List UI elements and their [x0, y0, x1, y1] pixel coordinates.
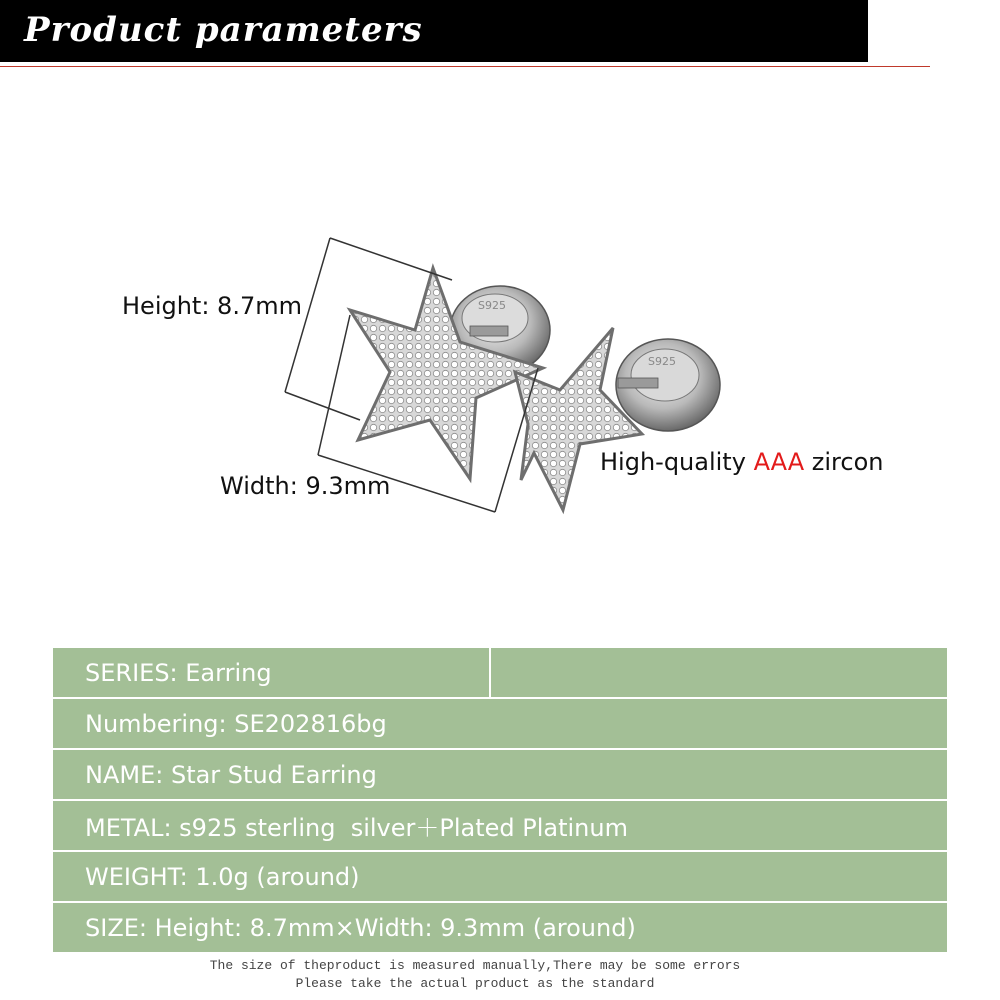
stamp-text: S925: [478, 299, 506, 312]
page-title: Product parameters: [24, 10, 423, 50]
width-label: Width: 9.3mm: [220, 472, 391, 500]
param-row-series: [53, 648, 947, 697]
param-row-numbering: [53, 699, 947, 748]
earring-back-right: [616, 339, 720, 431]
footnote-line-2: Please take the actual product as the standard: [295, 976, 655, 991]
row-divider: [489, 648, 491, 697]
zircon-suffix: zircon: [804, 448, 884, 476]
param-row-metal: [53, 801, 947, 850]
height-label: Height: 8.7mm: [122, 292, 302, 320]
zircon-label: [600, 448, 883, 476]
param-name: NAME: Star Stud Earring: [85, 760, 377, 789]
footnote-line-1: The size of theproduct is measured manually,There may be some errors: [209, 958, 741, 973]
stamp-text: S925: [648, 355, 676, 368]
param-series: SERIES: Earring: [85, 658, 272, 687]
param-numbering: Numbering: SE202816bg: [85, 709, 387, 738]
param-size: SIZE: Height: 8.7mm×Width: 9.3mm (around): [85, 913, 636, 942]
param-weight: WEIGHT: 1.0g (around): [85, 862, 360, 891]
parameters-table: [53, 648, 947, 954]
param-row-name: [53, 750, 947, 799]
param-metal: METAL: s925 sterling silver＋Plated Platinum: [85, 814, 628, 842]
zircon-prefix: High-quality: [600, 448, 754, 476]
zircon-grade: AAA: [753, 448, 805, 476]
param-row-size: [53, 903, 947, 952]
param-row-weight: [53, 852, 947, 901]
